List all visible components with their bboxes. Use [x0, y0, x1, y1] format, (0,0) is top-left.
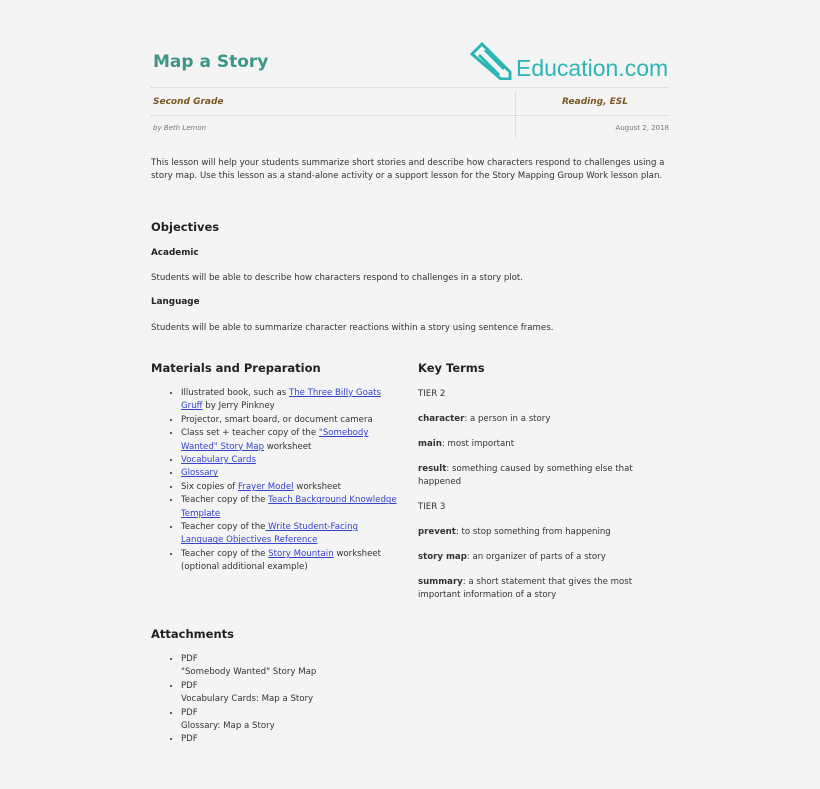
item-text: Teacher copy of the: [181, 495, 269, 506]
list-item: [181, 387, 399, 414]
term: character: [418, 414, 465, 424]
file-name: "Somebody Wanted" Story Map: [181, 667, 317, 678]
item-link[interactable]: Story Mountain: [268, 548, 334, 559]
divider: [151, 115, 669, 116]
divider: [515, 92, 516, 138]
item-text: Teacher copy of the: [181, 548, 269, 559]
attachments-heading: Attachments: [151, 627, 234, 641]
date: August 2, 2018: [615, 124, 669, 132]
materials-list: [151, 387, 399, 575]
definition: : most important: [441, 439, 515, 449]
file-type: PDF: [181, 654, 198, 664]
logo-text: Education.com: [516, 55, 669, 81]
item-text: by Jerry Pinkney: [202, 401, 275, 412]
objectives-heading: Objectives: [151, 220, 220, 234]
item-text: Teacher copy of the: [181, 522, 266, 533]
item-link[interactable]: The Three Billy Goats Gruff: [181, 388, 381, 412]
file-type: PDF: [181, 680, 198, 691]
term-item: [418, 463, 658, 489]
item-link[interactable]: Write Student-Facing Language Objectives Reference: [181, 522, 358, 546]
list-item: [181, 414, 399, 427]
definition: : something caused by something else that happened: [418, 464, 633, 487]
term: result: [418, 464, 447, 474]
item-text: worksheet: [264, 441, 312, 452]
list-item: [181, 548, 399, 575]
grade-label: Second Grade: [153, 97, 224, 107]
item-link[interactable]: Glossary: [181, 468, 219, 479]
academic-text: Students will be able to describe how characters respond to challenges in a story plot.: [151, 273, 524, 283]
item-text: Class set + teacher copy of the: [181, 428, 319, 439]
definition: : an organizer of parts of a story: [466, 552, 606, 562]
academic-heading: Academic: [151, 248, 199, 258]
attachment-item[interactable]: [181, 733, 431, 746]
attachment-item[interactable]: [181, 653, 431, 680]
definition: : a short statement that gives the most important information of a story: [418, 577, 633, 600]
language-text: Students will be able to summarize character reactions within a story using sentence frames.: [151, 323, 554, 333]
list-item: [181, 454, 399, 467]
intro-text: This lesson will help your students summarize short stories and describe how characters respond to challenges using a story map. Use this lesson as a stand-alone activity or a support lesson for the Story Mapping Group Work lesson plan.: [151, 158, 665, 181]
definition: : a person in a story: [464, 414, 551, 424]
term: main: [418, 439, 442, 449]
item-text: Illustrated book, such as: [181, 388, 289, 398]
language-heading: Language: [151, 297, 200, 307]
item-text: Projector, smart board, or document camera: [181, 414, 373, 425]
file-type: PDF: [181, 707, 198, 718]
item-text: worksheet: [293, 481, 341, 492]
term-item: [418, 576, 658, 602]
list-item: [181, 481, 399, 494]
attachment-item[interactable]: [181, 680, 431, 707]
item-link[interactable]: Vocabulary Cards: [181, 455, 256, 466]
file-name: Glossary: Map a Story: [181, 721, 275, 732]
term-item: [418, 526, 658, 539]
term: story map: [418, 552, 467, 562]
definition: : to stop something from happening: [455, 527, 611, 537]
list-item: [181, 467, 399, 480]
materials-heading: Materials and Preparation: [151, 361, 321, 375]
term-item: [418, 551, 658, 564]
list-item: [181, 427, 399, 454]
key-terms-heading: Key Terms: [418, 361, 485, 375]
tier-label: TIER 2: [418, 389, 446, 399]
item-link[interactable]: Frayer Model: [238, 481, 294, 492]
term-item: [418, 438, 658, 451]
item-link[interactable]: Teach Background Knowledge Template: [181, 495, 397, 519]
term: prevent: [418, 527, 456, 537]
author: by Beth Lemon: [153, 124, 207, 132]
list-item: [181, 521, 399, 548]
file-type: PDF: [181, 734, 198, 745]
divider: [151, 87, 669, 88]
education-com-logo[interactable]: [468, 42, 668, 80]
pencil-logo-icon: [468, 42, 514, 80]
attachments-list: [151, 653, 431, 747]
file-name: Vocabulary Cards: Map a Story: [181, 694, 314, 705]
term-item: [418, 413, 658, 426]
subject-label: Reading, ESL: [562, 97, 628, 107]
term: summary: [418, 577, 463, 587]
item-text: Six copies of: [181, 481, 238, 492]
key-terms: [418, 388, 658, 602]
item-link[interactable]: "Somebody Wanted" Story Map: [181, 428, 369, 452]
page-title: Map a Story: [153, 52, 269, 72]
list-item: [181, 494, 399, 521]
tier-label: TIER 3: [418, 502, 446, 512]
item-text: worksheet (optional additional example): [181, 548, 382, 573]
attachment-item[interactable]: [181, 707, 431, 734]
